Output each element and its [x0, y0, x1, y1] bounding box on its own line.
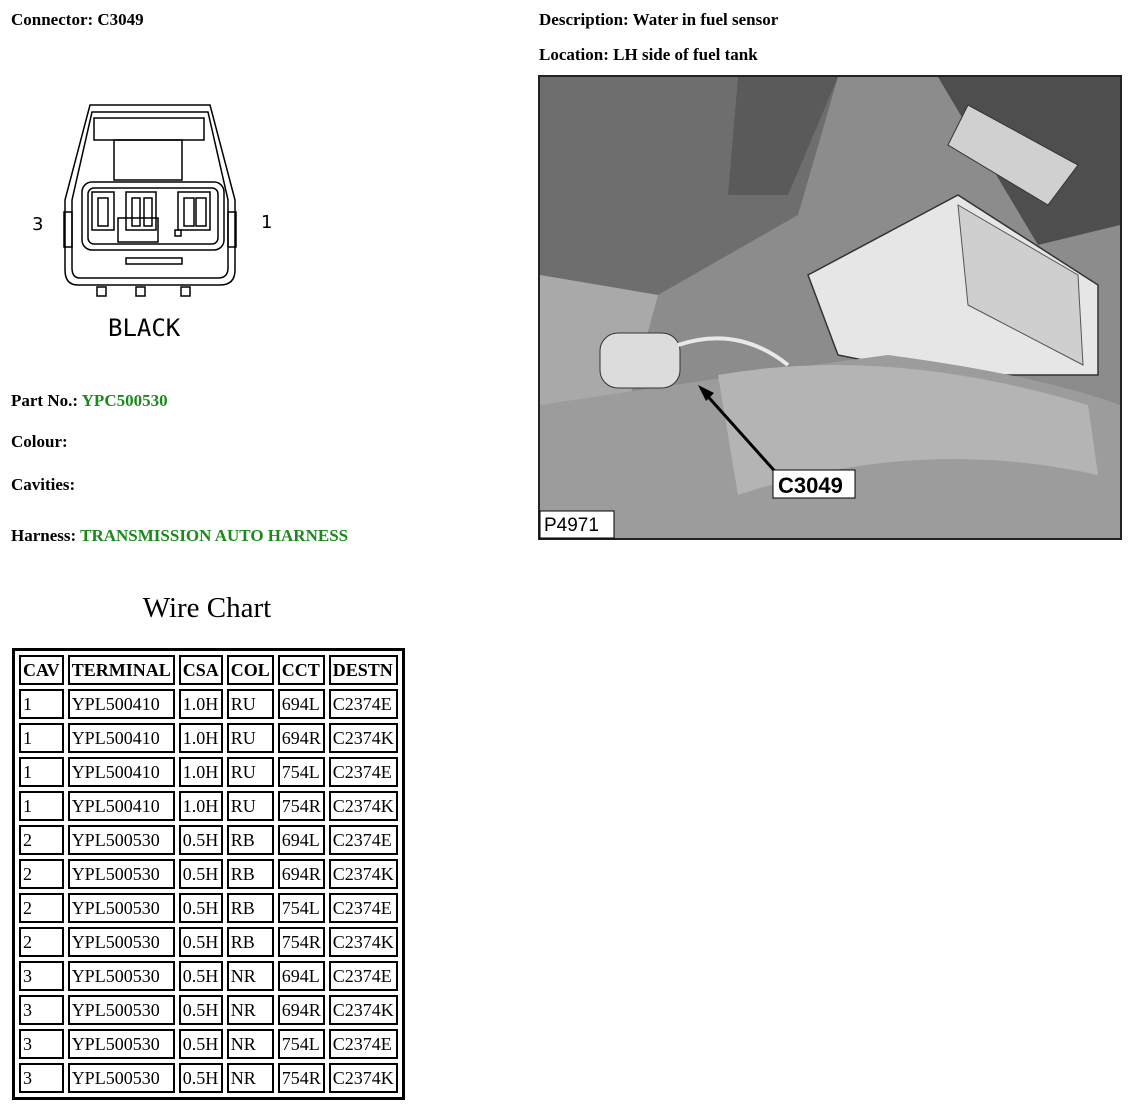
cell-destn: C2374E: [329, 825, 398, 855]
connector-latch: [94, 118, 204, 140]
table-row: [19, 723, 398, 753]
cell-cav: 3: [19, 1029, 64, 1059]
table-row: [19, 995, 398, 1025]
table-row: [19, 859, 398, 889]
cell-cav: 1: [19, 723, 64, 753]
cell-terminal: YPL500530: [68, 893, 175, 923]
cell-col: RB: [227, 825, 274, 855]
part-number-line: [11, 391, 168, 411]
cell-csa: 1.0H: [179, 757, 223, 787]
cell-terminal: YPL500530: [68, 961, 175, 991]
table-row: [19, 893, 398, 923]
cell-terminal: YPL500530: [68, 825, 175, 855]
connector-label: Connector:: [11, 10, 94, 29]
cell-cct: 694R: [278, 859, 325, 889]
cell-csa: 0.5H: [179, 859, 223, 889]
photo-callout-label: C3049: [778, 473, 843, 498]
harness-value: TRANSMISSION AUTO HARNESS: [80, 526, 349, 545]
cell-col: RU: [227, 689, 274, 719]
cavities-label: Cavities:: [11, 475, 76, 494]
cell-terminal: YPL500410: [68, 723, 175, 753]
cell-cct: 694L: [278, 689, 325, 719]
cell-col: RU: [227, 791, 274, 821]
cell-csa: 1.0H: [179, 791, 223, 821]
cell-csa: 0.5H: [179, 1029, 223, 1059]
cell-csa: 0.5H: [179, 893, 223, 923]
cell-cct: 754R: [278, 927, 325, 957]
pin-label-3: 3: [32, 214, 44, 235]
colour-label: Colour:: [11, 432, 68, 451]
cell-col: NR: [227, 995, 274, 1025]
wire-chart-title: Wire Chart: [142, 592, 272, 624]
connector-line: [11, 10, 144, 30]
cell-cav: 2: [19, 927, 64, 957]
cell-col: RB: [227, 893, 274, 923]
column-header-col: COL: [227, 655, 274, 685]
table-row: [19, 825, 398, 855]
cell-destn: C2374K: [329, 791, 398, 821]
table-row: [19, 1029, 398, 1059]
photo-reference-label: P4971: [544, 515, 599, 536]
part-number-label: Part No.:: [11, 391, 79, 410]
connector-foot: [97, 287, 106, 296]
cell-destn: C2374K: [329, 995, 398, 1025]
pin-label-1: 1: [261, 212, 273, 233]
cell-terminal: YPL500410: [68, 791, 175, 821]
cell-cct: 754L: [278, 893, 325, 923]
cell-cav: 2: [19, 825, 64, 855]
column-header-cct: CCT: [278, 655, 325, 685]
cell-destn: C2374E: [329, 757, 398, 787]
cell-destn: C2374E: [329, 1029, 398, 1059]
location-value: LH side of fuel tank: [613, 45, 758, 64]
cell-col: RU: [227, 723, 274, 753]
cell-terminal: YPL500530: [68, 1029, 175, 1059]
connector-key: [126, 258, 182, 264]
cell-cct: 694R: [278, 723, 325, 753]
cell-cav: 3: [19, 961, 64, 991]
table-row: [19, 961, 398, 991]
table-row: [19, 791, 398, 821]
cell-col: RB: [227, 927, 274, 957]
table-row: [19, 689, 398, 719]
part-number-value: YPC500530: [81, 391, 168, 410]
connector-foot: [181, 287, 190, 296]
cell-cct: 754R: [278, 791, 325, 821]
location-label: Location:: [539, 45, 609, 64]
cell-col: NR: [227, 961, 274, 991]
connector-foot: [136, 287, 145, 296]
connector-value: C3049: [97, 10, 144, 29]
connector-color-label: BLACK: [108, 314, 181, 342]
cell-csa: 0.5H: [179, 825, 223, 855]
cell-destn: C2374K: [329, 859, 398, 889]
table-row: [19, 1063, 398, 1093]
cell-destn: C2374K: [329, 723, 398, 753]
terminal-cavity-1: [175, 192, 210, 236]
harness-line: [11, 526, 348, 546]
table-row: [19, 927, 398, 957]
cell-destn: C2374E: [329, 961, 398, 991]
cell-cav: 1: [19, 757, 64, 787]
cell-cav: 3: [19, 1063, 64, 1093]
location-line: [539, 45, 758, 65]
table-row: [19, 757, 398, 787]
cell-cav: 3: [19, 995, 64, 1025]
water-in-fuel-sensor: [600, 333, 680, 388]
cell-cct: 754L: [278, 1029, 325, 1059]
cell-col: NR: [227, 1063, 274, 1093]
cell-destn: C2374K: [329, 1063, 398, 1093]
cell-terminal: YPL500410: [68, 757, 175, 787]
cell-terminal: YPL500530: [68, 995, 175, 1025]
cell-cct: 694R: [278, 995, 325, 1025]
connector-latch-body: [114, 140, 182, 180]
cell-terminal: YPL500530: [68, 927, 175, 957]
description-line: [539, 10, 778, 30]
column-header-cav: CAV: [19, 655, 64, 685]
description-value: Water in fuel sensor: [632, 10, 779, 29]
terminal-cavity-2: [118, 192, 158, 242]
cell-terminal: YPL500530: [68, 859, 175, 889]
wire-chart-table: [12, 648, 405, 1100]
location-photo: [538, 75, 1122, 540]
cell-col: RB: [227, 859, 274, 889]
cell-destn: C2374E: [329, 689, 398, 719]
connector-face-diagram: [30, 100, 280, 350]
wire-chart-header-row: [19, 655, 398, 685]
cell-csa: 0.5H: [179, 995, 223, 1025]
cell-destn: C2374K: [329, 927, 398, 957]
column-header-terminal: TERMINAL: [68, 655, 175, 685]
column-header-destn: DESTN: [329, 655, 398, 685]
cell-col: RU: [227, 757, 274, 787]
cell-cav: 2: [19, 859, 64, 889]
cell-cct: 694L: [278, 961, 325, 991]
cell-terminal: YPL500530: [68, 1063, 175, 1093]
cell-cct: 694L: [278, 825, 325, 855]
cell-csa: 0.5H: [179, 927, 223, 957]
cell-cct: 754L: [278, 757, 325, 787]
wire-chart-body: [19, 689, 398, 1093]
terminal-cavity-3: [92, 192, 114, 230]
cell-destn: C2374E: [329, 893, 398, 923]
description-label: Description:: [539, 10, 629, 29]
cell-csa: 1.0H: [179, 689, 223, 719]
cell-csa: 0.5H: [179, 1063, 223, 1093]
cell-cav: 2: [19, 893, 64, 923]
column-header-csa: CSA: [179, 655, 223, 685]
cell-cav: 1: [19, 689, 64, 719]
harness-label: Harness:: [11, 526, 77, 545]
cell-col: NR: [227, 1029, 274, 1059]
cell-cav: 1: [19, 791, 64, 821]
cell-csa: 1.0H: [179, 723, 223, 753]
cell-cct: 754R: [278, 1063, 325, 1093]
cell-csa: 0.5H: [179, 961, 223, 991]
cell-terminal: YPL500410: [68, 689, 175, 719]
